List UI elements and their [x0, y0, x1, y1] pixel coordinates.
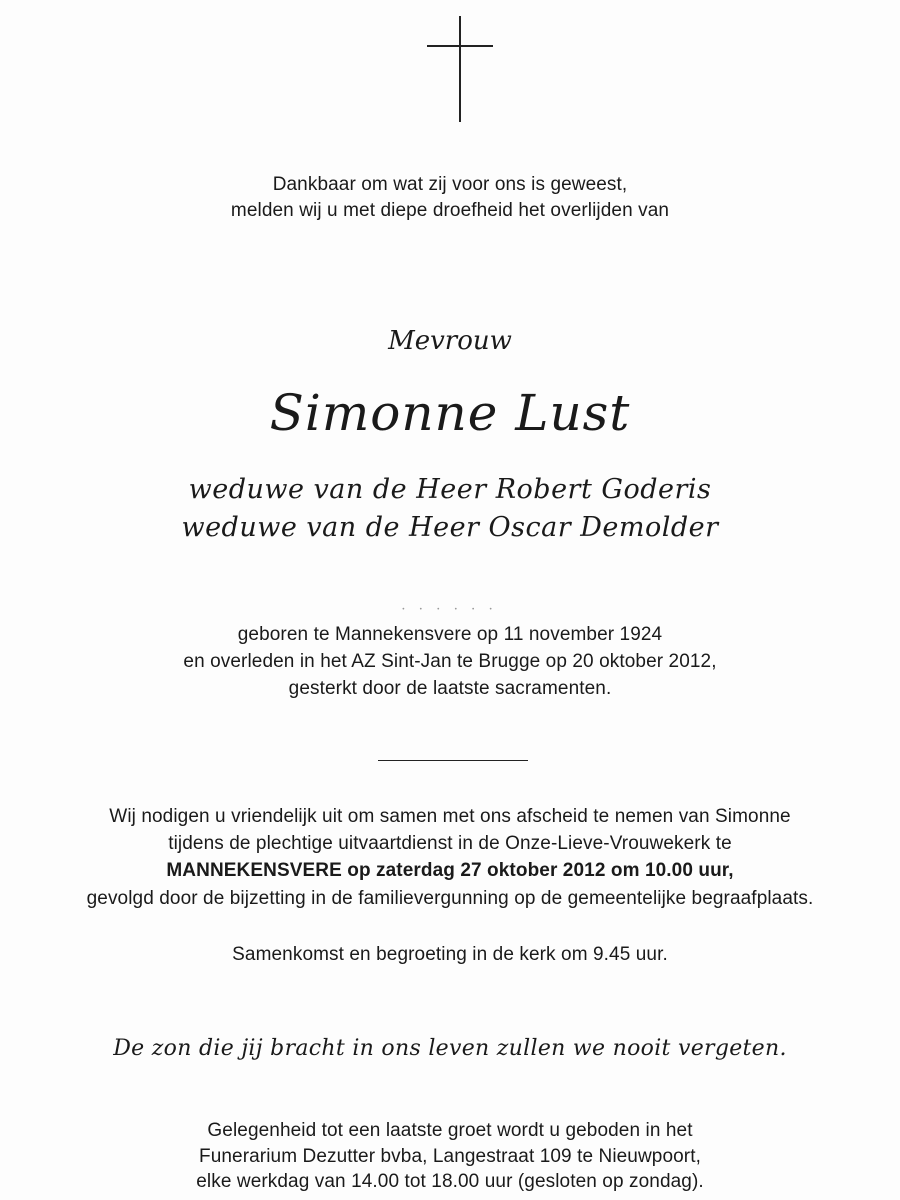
service-line-4: gevolgd door de bijzetting in de familievergunning op de gemeentelijke begraafplaats. [86, 888, 814, 909]
deceased-name: Simonne Lust [269, 384, 631, 442]
service-line-1: Wij nodigen u vriendelijk uit om samen met ons afscheid te nemen van Simonne [109, 806, 791, 827]
visitation-line-1: Gelegenheid tot een laatste groet wordt u geboden in het [207, 1120, 693, 1141]
intro-line-2: melden wij u met diepe droefheid het overlijden van [230, 200, 670, 221]
birth-line: geboren te Mannekensvere op 11 november 1924 [237, 624, 663, 645]
widow-of-line-2: weduwe van de Heer Oscar Demolder [181, 512, 719, 543]
dotted-separator: • • • • • • [401, 606, 499, 613]
memorial-quote: De zon die jij bracht in ons leven zullen we nooit vergeten. [113, 1036, 787, 1061]
intro-line-1: Dankbaar om wat zij voor ons is geweest, [272, 174, 628, 195]
death-line: en overleden in het AZ Sint-Jan te Brugge op 20 oktober 2012, [183, 651, 717, 672]
cross-icon [425, 14, 495, 124]
gathering-line: Samenkomst en begroeting in de kerk om 9.45 uur. [232, 944, 668, 965]
salutation: Mevrouw [388, 326, 512, 356]
sacraments-line: gesterkt door de laatste sacramenten. [288, 678, 612, 699]
visitation-line-2: Funerarium Dezutter bvba, Langestraat 109 te Nieuwpoort, [199, 1146, 701, 1167]
service-line-2: tijdens de plechtige uitvaartdienst in de Onze-Lieve-Vrouwekerk te [168, 833, 732, 854]
widow-of-line-1: weduwe van de Heer Robert Goderis [188, 474, 712, 505]
section-divider [378, 760, 528, 761]
visitation-line-3: elke werkdag van 14.00 tot 18.00 uur (gesloten op zondag). [196, 1171, 704, 1192]
service-line-3: MANNEKENSVERE op zaterdag 27 oktober 2012 om 10.00 uur, [166, 860, 734, 881]
